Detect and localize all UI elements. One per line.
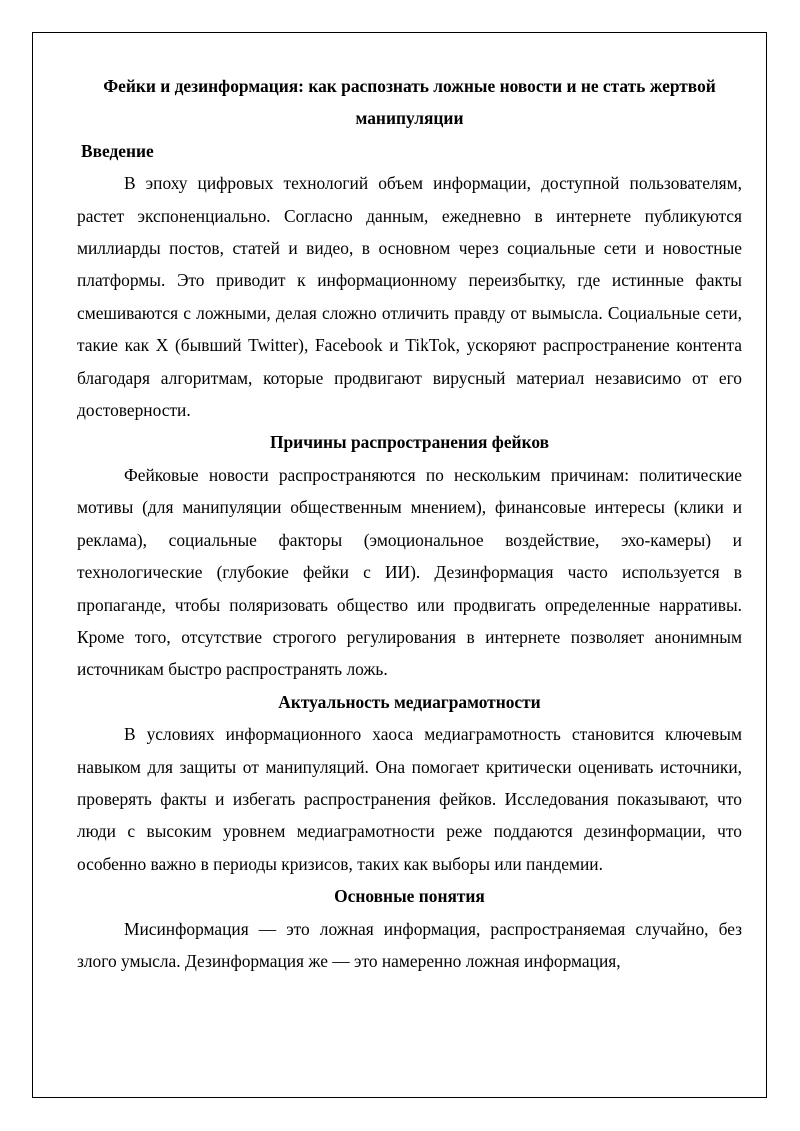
section-heading-basic-concepts: Основные понятия bbox=[334, 886, 485, 907]
section-paragraph-basic-concepts: Мисинформация — это ложная информация, распространяемая случайно, без злого умысла. Дезинформация же — это намеренно ложная информация, bbox=[77, 918, 742, 971]
section-paragraph-media-literacy: В условиях информационного хаоса медиаграмотность становится ключевым навыком для защиты от манипуляций. Она помогает критически оценивать источники, проверять факты и избегать распространения фейков. Исследования показывают, что люди с высоким уровнем медиаграмотности реже поддаются дезинформации, что особенно важно в периоды кризисов, таких как выборы или пандемии. bbox=[77, 724, 742, 874]
section-paragraph-introduction: В эпоху цифровых технологий объем информации, доступной пользователям, растет экспоненциально. Согласно данным, ежедневно в интернете публикуются миллиарды постов, статей и видео, в основном через социальные сети и новостные платформы. Это приводит к информационному переизбытку, где истинные факты смешиваются с ложными, делая сложно отличить правду от вымысла. Социальные сети, такие как X (бывший Twitter), Facebook и TikTok, ускоряют распространение контента благодаря алгоритмам, которые продвигают вирусный материал независимо от его достоверности. bbox=[77, 173, 742, 421]
document-title: Фейки и дезинформация: как распознать ложные новости и не стать жертвой манипуляции bbox=[103, 76, 716, 129]
section-heading-causes: Причины распространения фейков bbox=[269, 432, 550, 453]
document-body bbox=[77, 70, 742, 977]
section-heading-media-literacy: Актуальность медиаграмотности bbox=[278, 691, 541, 712]
section-paragraph-causes: Фейковые новости распространяются по нескольким причинам: политические мотивы (для манипуляции общественным мнением), финансовые интересы (клики и реклама), социальные факторы (эмоциональное воздействие, эхо-камеры) и технологические (глубокие фейки с ИИ). Дезинформация часто используется в пропаганде, чтобы поляризовать общество или продвигать определенные нарративы. Кроме того, отсутствие строгого регулирования в интернете позволяет анонимным источникам быстро распространять ложь. bbox=[77, 464, 742, 680]
section-heading-introduction: Введение bbox=[81, 140, 154, 161]
